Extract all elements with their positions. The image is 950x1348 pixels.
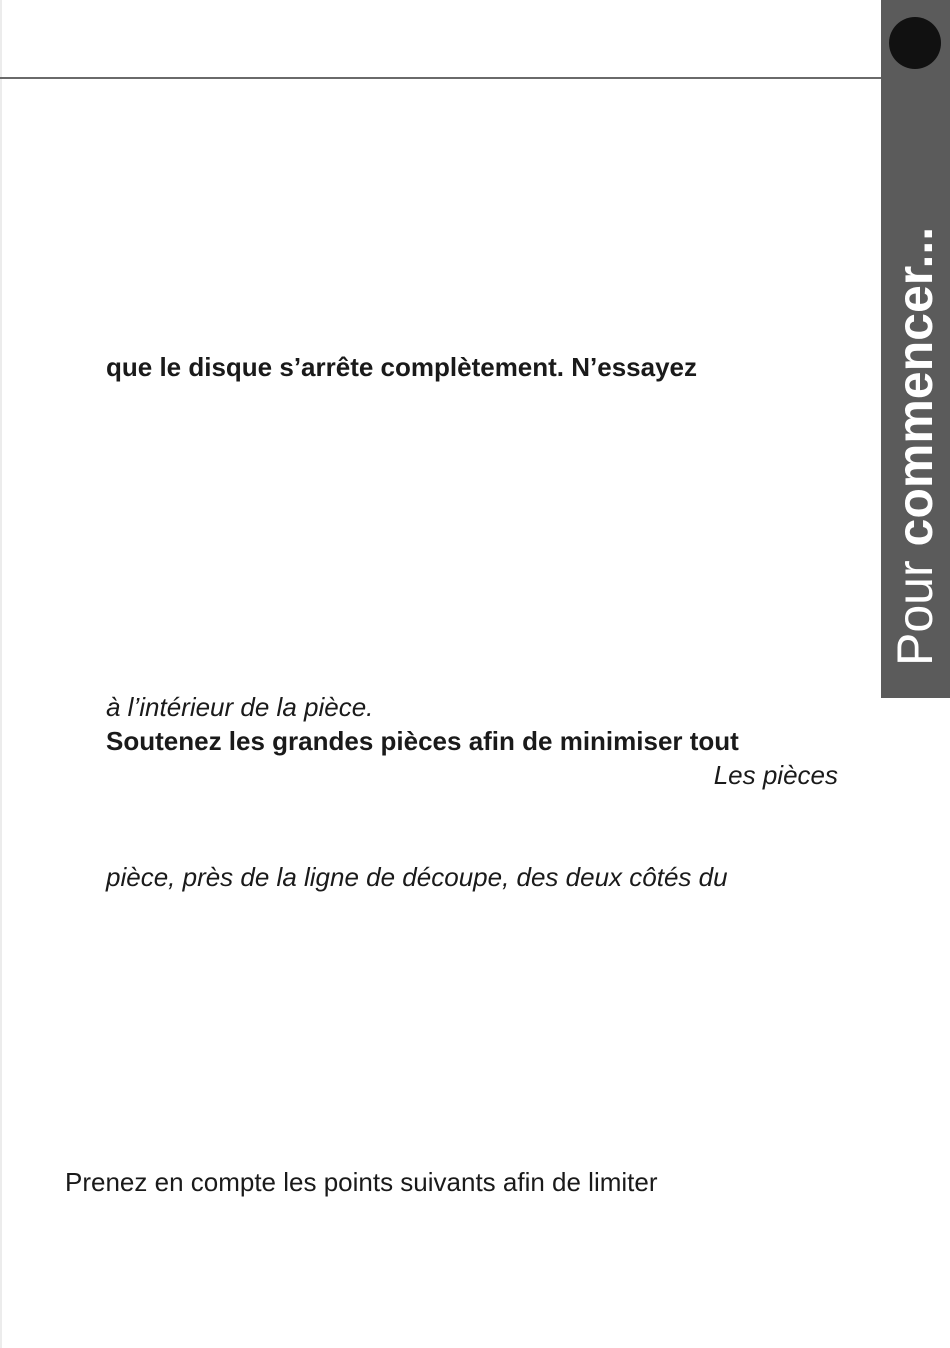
body-line-6: Prenez en compte les points suivants afin de limiter (65, 1167, 658, 1197)
body-line-5: pièce, près de la ligne de découpe, des deux côtés du (106, 862, 728, 892)
body-line-4: Les pièces (713, 760, 838, 790)
body-line-2: à l’intérieur de la pièce. (106, 692, 374, 722)
page-edge (0, 0, 2, 1348)
body-line-1: que le disque s’arrête complètement. N’essayez (106, 352, 698, 382)
section-marker-dot (889, 17, 941, 69)
section-tab-title-light: Pour (887, 560, 943, 666)
section-tab-title (887, 226, 943, 666)
section-tab-title-bold: commencer... (887, 226, 943, 547)
header-rule (0, 77, 881, 79)
body-line-3: Soutenez les grandes pièces afin de minimiser tout (106, 726, 739, 756)
